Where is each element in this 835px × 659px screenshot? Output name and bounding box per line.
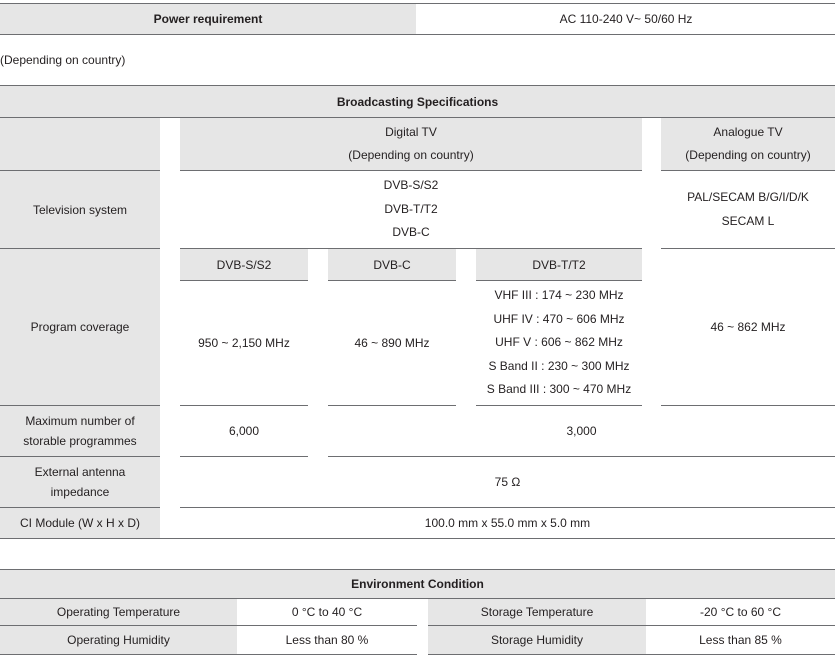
tv-system-analogue-line: SECAM L	[721, 213, 775, 228]
coverage-dvb-s-value: 950 ~ 2,150 MHz	[198, 336, 290, 350]
antenna-label-line: External antenna	[34, 465, 126, 479]
coverage-sub-dvb-s: DVB-S/S2	[180, 249, 308, 280]
tv-system-digital-line: DVB-S/S2	[383, 178, 439, 193]
digital-tv-note: (Depending on country)	[348, 148, 474, 162]
tv-system-label: Television system	[32, 202, 128, 217]
st-temp-label: Storage Temperature	[428, 599, 646, 625]
environment-title: Environment Condition	[0, 570, 835, 598]
tv-system-digital-line: DVB-T/T2	[384, 201, 438, 216]
coverage-band: S Band III : 300 ~ 470 MHz	[486, 382, 632, 397]
st-humidity-label: Storage Humidity	[428, 626, 646, 654]
antenna-label	[0, 457, 160, 507]
max-programmes-dvb-s: 6,000	[228, 424, 260, 438]
analogue-tv-note: (Depending on country)	[685, 148, 811, 162]
digital-tv-header	[180, 118, 642, 170]
op-temp-label: Operating Temperature	[0, 599, 237, 625]
tv-system-analogue	[661, 171, 835, 248]
tv-system-analogue-line: PAL/SECAM B/G/I/D/K	[687, 190, 809, 204]
op-humidity-label: Operating Humidity	[0, 626, 237, 654]
power-note: (Depending on country)	[0, 53, 126, 67]
power-value: AC 110-240 V~ 50/60 Hz	[559, 12, 693, 26]
digital-tv-title: Digital TV	[385, 124, 437, 139]
ci-label: CI Module (W x H x D)	[19, 516, 140, 530]
power-label: Power requirement	[0, 4, 416, 34]
coverage-dvb-c-value: 46 ~ 890 MHz	[354, 336, 430, 350]
op-temp-value: 0 °C to 40 °C	[291, 605, 363, 619]
coverage-label: Program coverage	[30, 320, 130, 334]
coverage-sub-dvb-c: DVB-C	[328, 249, 456, 280]
tv-system-digital	[180, 171, 642, 248]
antenna-label-line: impedance	[50, 485, 110, 499]
tv-system-digital-line: DVB-C	[392, 225, 430, 240]
coverage-band: UHF V : 606 ~ 862 MHz	[495, 335, 623, 350]
coverage-dvb-t-values	[476, 281, 642, 405]
st-humidity-value: Less than 85 %	[699, 633, 782, 647]
max-programmes-dvb-ct: 3,000	[566, 424, 597, 438]
st-temp-value: -20 °C to 60 °C	[700, 605, 781, 619]
antenna-value: 75 Ω	[494, 475, 521, 489]
coverage-band: VHF III : 174 ~ 230 MHz	[494, 288, 624, 303]
op-humidity-value: Less than 80 %	[285, 633, 369, 647]
coverage-analogue-value: 46 ~ 862 MHz	[710, 320, 786, 334]
max-programmes-label-line: Maximum number of	[25, 414, 135, 428]
analogue-tv-header	[661, 118, 835, 170]
broadcast-title: Broadcasting Specifications	[0, 86, 835, 117]
max-programmes-label	[0, 406, 160, 456]
coverage-band: S Band II : 230 ~ 300 MHz	[488, 358, 630, 373]
ci-value: 100.0 mm x 55.0 mm x 5.0 mm	[424, 516, 591, 530]
coverage-band: UHF IV : 470 ~ 606 MHz	[493, 311, 625, 326]
analogue-tv-title: Analogue TV	[713, 124, 783, 139]
max-programmes-label-line: storable programmes	[23, 434, 137, 448]
coverage-sub-dvb-t: DVB-T/T2	[476, 249, 642, 280]
